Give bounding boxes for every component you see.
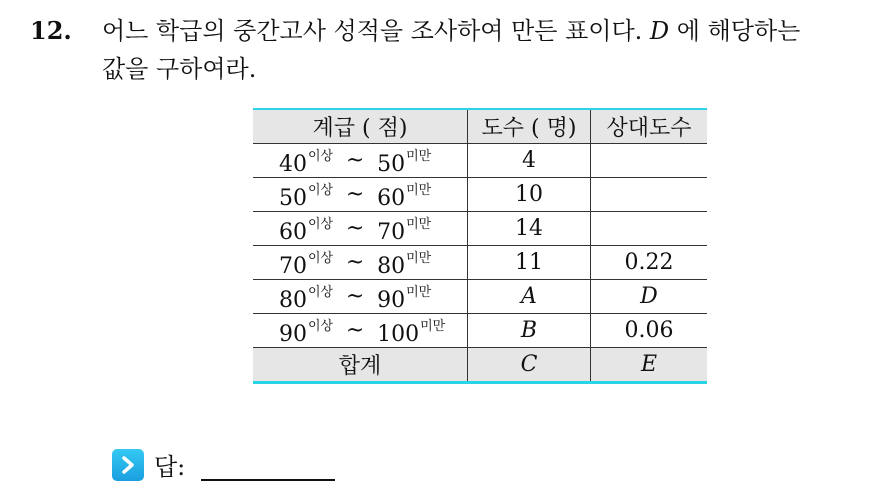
problem-variable: D: [649, 17, 670, 45]
header-class: 계급 ( 점): [253, 109, 468, 144]
relative-frequency-cell: 0.06: [591, 314, 708, 348]
total-label: 합계: [253, 348, 468, 383]
header-frequency: 도수 ( 명): [468, 109, 591, 144]
relative-frequency-cell: [591, 212, 708, 246]
class-range: $80^{이상}$ ~ $90^{미만}$: [253, 280, 468, 314]
total-frequency: C: [468, 348, 591, 383]
table-row: [253, 246, 707, 280]
problem-statement: [30, 12, 870, 88]
frequency-cell: A: [468, 280, 591, 314]
table-row: [253, 280, 707, 314]
table-header-row: [253, 109, 707, 144]
answer-blank[interactable]: [201, 449, 335, 481]
relative-frequency-cell: [591, 144, 708, 178]
table-row: [253, 212, 707, 246]
answer-label: 답:: [154, 453, 186, 481]
chevron-right-icon: [112, 449, 144, 481]
relative-frequency-cell: 0.22: [591, 246, 708, 280]
table-total-row: [253, 348, 707, 383]
problem-text-1: 어느 학급의 중간고사 성적을 조사하여 만든 표이다.: [102, 17, 643, 45]
problem-line-2: 값을 구하여라.: [102, 55, 257, 83]
table-row: [253, 314, 707, 348]
class-range: $60^{이상}$ ~ $70^{미만}$: [253, 212, 468, 246]
frequency-cell: 11: [468, 246, 591, 280]
frequency-cell: 10: [468, 178, 591, 212]
class-range: $50^{이상}$ ~ $60^{미만}$: [253, 178, 468, 212]
answer-area: [112, 447, 335, 482]
problem-number: 12.: [30, 16, 72, 45]
frequency-cell: 4: [468, 144, 591, 178]
table-row: [253, 178, 707, 212]
class-range: $40^{이상}$ ~ $50^{미만}$: [253, 144, 468, 178]
problem-line-1: [30, 12, 870, 50]
frequency-cell: B: [468, 314, 591, 348]
class-range: $90^{이상}$ ~ $100^{미만}$: [253, 314, 468, 348]
relative-frequency-cell: [591, 178, 708, 212]
total-relative-frequency: E: [591, 348, 708, 383]
table-row: [253, 144, 707, 178]
problem-text-2: 에 해당하는: [676, 17, 801, 45]
header-relative-frequency: 상대도수: [591, 109, 708, 144]
frequency-cell: 14: [468, 212, 591, 246]
relative-frequency-cell: D: [591, 280, 708, 314]
class-range: $70^{이상}$ ~ $80^{미만}$: [253, 246, 468, 280]
frequency-table: [253, 108, 707, 384]
